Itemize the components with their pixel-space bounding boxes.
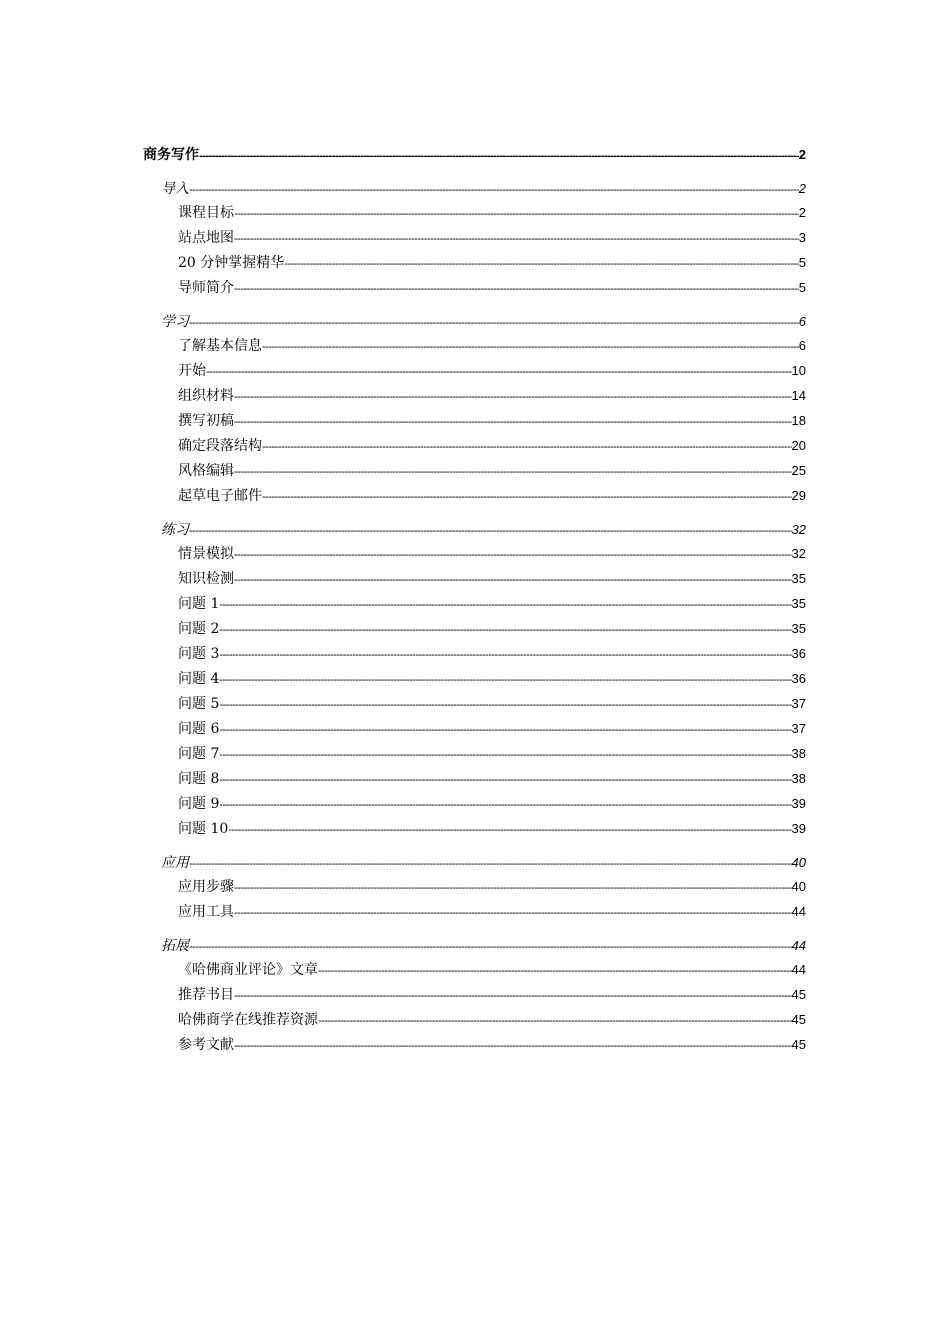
dot-leader xyxy=(206,366,792,378)
entry-title: 应用工具 xyxy=(178,904,234,920)
toc-entry[interactable] xyxy=(143,435,806,460)
dot-leader xyxy=(234,416,792,428)
entry-title: 问题 1 xyxy=(178,596,220,612)
page-number: 32 xyxy=(791,546,806,561)
toc-section-heading[interactable] xyxy=(143,311,806,335)
table-of-contents xyxy=(143,144,806,1068)
entry-title: 问题 8 xyxy=(178,771,220,787)
page-number: 14 xyxy=(791,388,806,403)
toc-section xyxy=(143,311,806,510)
dot-leader xyxy=(234,990,792,1002)
entry-title: 组织材料 xyxy=(178,388,234,404)
toc-section-heading[interactable] xyxy=(143,178,806,202)
toc-entry[interactable] xyxy=(143,568,806,593)
toc-entry[interactable] xyxy=(143,718,806,743)
toc-entry[interactable] xyxy=(143,743,806,768)
dot-leader xyxy=(234,907,792,919)
page-number: 40 xyxy=(791,879,806,894)
toc-entry[interactable] xyxy=(143,485,806,510)
page-number: 37 xyxy=(791,721,806,736)
page-number: 35 xyxy=(791,596,806,611)
dot-leader xyxy=(189,317,799,329)
page-number: 2 xyxy=(798,205,806,220)
toc-entry[interactable] xyxy=(143,618,806,643)
toc-entry[interactable] xyxy=(143,227,806,252)
toc-entry[interactable] xyxy=(143,335,806,360)
toc-entry[interactable] xyxy=(143,277,806,302)
entry-title: 问题 7 xyxy=(178,746,220,762)
toc-entry[interactable] xyxy=(143,693,806,718)
toc-sections xyxy=(143,178,806,1059)
entry-title: 情景模拟 xyxy=(178,546,234,562)
entry-title: 哈佛商学在线推荐资源 xyxy=(178,1012,318,1028)
dot-leader xyxy=(219,799,791,811)
entry-title: 练习 xyxy=(161,522,189,538)
page-number: 39 xyxy=(791,821,806,836)
page-number: 36 xyxy=(791,646,806,661)
page-number: 45 xyxy=(791,1037,806,1052)
page-number: 39 xyxy=(791,796,806,811)
entry-title: 站点地图 xyxy=(178,230,234,246)
entry-title: 应用 xyxy=(161,855,189,871)
page-number: 2 xyxy=(798,147,806,162)
dot-leader xyxy=(189,941,792,953)
toc-entry[interactable] xyxy=(143,876,806,901)
toc-section xyxy=(143,178,806,302)
page-number: 45 xyxy=(791,1012,806,1027)
toc-section-heading[interactable] xyxy=(143,519,806,543)
page-number: 5 xyxy=(798,255,806,270)
entry-title: 参考文献 xyxy=(178,1037,234,1053)
toc-entry[interactable] xyxy=(143,818,806,843)
dot-leader xyxy=(219,624,791,636)
page-number: 5 xyxy=(798,280,806,295)
toc-section-heading[interactable] xyxy=(143,852,806,876)
dot-leader xyxy=(219,749,791,761)
page-number: 2 xyxy=(798,181,806,196)
page-number: 3 xyxy=(798,230,806,245)
toc-title: 商务写作 xyxy=(143,147,199,163)
toc-entry[interactable] xyxy=(143,768,806,793)
entry-title: 导师简介 xyxy=(178,280,234,296)
dot-leader xyxy=(262,441,792,453)
page-number: 20 xyxy=(791,438,806,453)
dot-leader xyxy=(189,184,799,196)
entry-title: 知识检测 xyxy=(178,571,234,587)
dot-leader xyxy=(219,699,791,711)
page-number: 37 xyxy=(791,696,806,711)
dot-leader xyxy=(234,466,792,478)
toc-entry[interactable] xyxy=(143,360,806,385)
toc-entry[interactable] xyxy=(143,385,806,410)
dot-leader xyxy=(228,824,791,836)
entry-title: 撰写初稿 xyxy=(178,413,234,429)
page-number: 29 xyxy=(791,488,806,503)
page-number: 44 xyxy=(791,938,806,953)
page-number: 25 xyxy=(791,463,806,478)
entry-title: 问题 6 xyxy=(178,721,220,737)
dot-leader xyxy=(189,858,792,870)
entry-title: 推荐书目 xyxy=(178,987,234,1003)
entry-title: 开始 xyxy=(178,363,206,379)
entry-title: 确定段落结构 xyxy=(178,438,262,454)
toc-entry[interactable] xyxy=(143,901,806,926)
entry-title: 导入 xyxy=(161,181,189,197)
page-number: 32 xyxy=(791,522,806,537)
page-number: 44 xyxy=(791,962,806,977)
dot-leader xyxy=(219,774,791,786)
toc-entry[interactable] xyxy=(143,1009,806,1034)
dot-leader xyxy=(219,599,791,611)
page-number: 36 xyxy=(791,671,806,686)
toc-section-heading[interactable] xyxy=(143,935,806,959)
entry-title: 问题 10 xyxy=(178,821,229,837)
dot-leader xyxy=(262,491,792,503)
dot-leader xyxy=(318,1015,792,1027)
toc-section xyxy=(143,935,806,1059)
entry-title: 应用步骤 xyxy=(178,879,234,895)
entry-title: 了解基本信息 xyxy=(178,338,262,354)
toc-title-entry[interactable] xyxy=(143,144,806,168)
dot-leader xyxy=(234,391,792,403)
dot-leader xyxy=(219,724,791,736)
dot-leader xyxy=(189,525,792,537)
toc-entry[interactable] xyxy=(143,460,806,485)
entry-title: 课程目标 xyxy=(178,205,234,221)
dot-leader xyxy=(219,649,791,661)
toc-entry[interactable] xyxy=(143,543,806,568)
page-number: 35 xyxy=(791,621,806,636)
page-number: 6 xyxy=(798,338,806,353)
entry-title: 风格编辑 xyxy=(178,463,234,479)
dot-leader xyxy=(234,208,799,220)
page-number: 35 xyxy=(791,571,806,586)
toc-entry[interactable] xyxy=(143,643,806,668)
entry-title: 20 分钟掌握精华 xyxy=(178,255,285,271)
entry-title: 问题 2 xyxy=(178,621,220,637)
toc-entry[interactable] xyxy=(143,984,806,1009)
dot-leader xyxy=(234,574,792,586)
toc-section xyxy=(143,519,806,843)
entry-title: 问题 3 xyxy=(178,646,220,662)
entry-title: 问题 9 xyxy=(178,796,220,812)
toc-entry[interactable] xyxy=(143,593,806,618)
dot-leader xyxy=(219,674,791,686)
toc-entry[interactable] xyxy=(143,1034,806,1059)
dot-leader xyxy=(234,283,799,295)
page-number: 6 xyxy=(798,314,806,329)
entry-title: 问题 4 xyxy=(178,671,220,687)
dot-leader xyxy=(234,549,792,561)
toc-entry[interactable] xyxy=(143,410,806,435)
dot-leader xyxy=(284,258,799,270)
toc-entry[interactable] xyxy=(143,252,806,277)
toc-entry[interactable] xyxy=(143,202,806,227)
dot-leader xyxy=(234,1040,792,1052)
page-number: 18 xyxy=(791,413,806,428)
page-number: 38 xyxy=(791,746,806,761)
entry-title: 《哈佛商业评论》文章 xyxy=(178,962,318,978)
entry-title: 学习 xyxy=(161,314,189,330)
page-number: 44 xyxy=(791,904,806,919)
dot-leader xyxy=(199,150,799,162)
dot-leader xyxy=(234,233,799,245)
toc-entry[interactable] xyxy=(143,959,806,984)
dot-leader xyxy=(234,882,792,894)
dot-leader xyxy=(318,965,792,977)
page-number: 40 xyxy=(791,855,806,870)
toc-section xyxy=(143,852,806,926)
toc-entry[interactable] xyxy=(143,793,806,818)
entry-title: 起草电子邮件 xyxy=(178,488,262,504)
dot-leader xyxy=(262,341,799,353)
entry-title: 问题 5 xyxy=(178,696,220,712)
page-number: 10 xyxy=(791,363,806,378)
entry-title: 拓展 xyxy=(161,938,189,954)
page-number: 45 xyxy=(791,987,806,1002)
toc-entry[interactable] xyxy=(143,668,806,693)
page-number: 38 xyxy=(791,771,806,786)
